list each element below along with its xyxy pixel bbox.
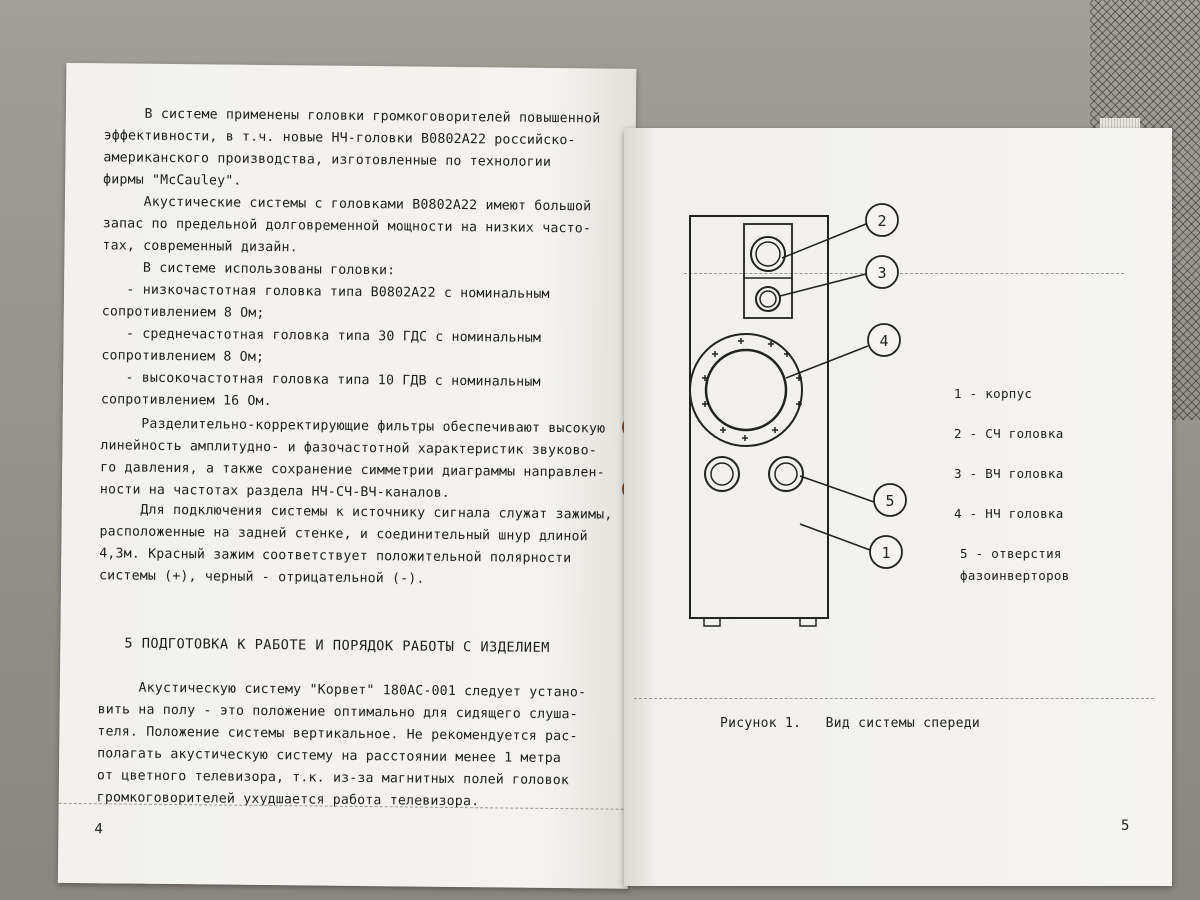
text-line: громкоговорителей ухудшается работа телевизора. <box>96 790 480 810</box>
text-line: Разделительно-корректирующие фильтры обеспечивают высокую <box>100 416 606 437</box>
text-line: В системе применены головки громкоговорителей повышенной <box>103 106 601 127</box>
text-line: расположенные на задней стенке, и соединительный шнур длиной <box>99 524 588 545</box>
text-line: вить на полу - это положение оптимально для сидящего слуша- <box>97 702 578 723</box>
text-line: теля. Положение системы вертикальное. Не рекомендуется рас- <box>97 724 578 745</box>
callout-1 <box>870 536 902 568</box>
legend-item-1: 1 - корпус <box>954 386 1033 401</box>
page-number-right: 5 <box>1121 818 1130 834</box>
text-line: го давления, а также сохранение симметрии диаграммы направлен- <box>100 460 605 481</box>
callout-3 <box>866 256 898 288</box>
text-line: системы (+), черный - отрицательной (-). <box>98 568 425 587</box>
callout-3-label: 3 <box>877 264 887 282</box>
text-line: от цветного телевизора, т.к. из-за магнитных полей головок <box>96 768 570 789</box>
text-line: американского производства, изготовленные по технологии <box>103 150 552 170</box>
fold-line-bottom <box>634 698 1154 699</box>
legend-item-5-cont: фазоинверторов <box>960 568 1070 583</box>
woofer-driver <box>706 350 786 430</box>
text-line: сопротивлением 8 Ом; <box>101 348 265 365</box>
legend-item-5: 5 - отверстия <box>960 546 1062 561</box>
callout-1-label: 1 <box>881 544 891 562</box>
callout-4 <box>868 324 900 356</box>
text-line: - низкочастотная головка типа В0802А22 с номинальным <box>101 282 550 302</box>
speaker-foot-left <box>704 618 720 626</box>
text-line: Для подключения системы к источнику сигнала служат зажимы, <box>99 502 613 523</box>
text-line: Акустические системы с головками В0802А22 имеют большой <box>102 194 592 215</box>
text-line: фирмы "McCauley". <box>103 172 242 189</box>
left-page <box>58 63 637 889</box>
figure-caption: Рисунок 1. Вид системы спереди <box>720 716 981 731</box>
legend-item-3: 3 - ВЧ головка <box>954 466 1064 481</box>
text-line: линейность амплитудно- и фазочастотной характеристик звуково- <box>100 438 597 459</box>
text-line: сопротивлением 8 Ом; <box>101 304 265 321</box>
speaker-foot-right <box>800 618 816 626</box>
callout-5-label: 5 <box>885 492 895 510</box>
bass-port-left <box>705 457 739 491</box>
right-page <box>624 128 1172 886</box>
text-line: - среднечастотная головка типа 30 ГДС с номинальным <box>101 326 542 346</box>
text-line: Акустическую систему "Корвет" 180АС-001 следует устано- <box>97 680 587 701</box>
text-line: запас по предельной долговременной мощности на низких часто- <box>102 216 592 237</box>
legend-item-4: 4 - НЧ головка <box>954 506 1064 521</box>
section-heading: 5 ПОДГОТОВКА К РАБОТЕ И ПОРЯДОК РАБОТЫ С ИЗДЕЛИЕМ <box>98 635 550 656</box>
speaker-cabinet <box>690 216 828 618</box>
callout-2-label: 2 <box>877 212 887 230</box>
text-line: тах, современный дизайн. <box>102 238 298 256</box>
callout-4-label: 4 <box>879 332 889 350</box>
text-line: эффективности, в т.ч. новые НЧ-головки В0802А22 российско- <box>103 128 576 149</box>
callout-5 <box>874 484 906 516</box>
text-line: В системе использованы головки: <box>102 260 396 279</box>
text-line: ности на частотах раздела НЧ-СЧ-ВЧ-каналов. <box>99 482 451 501</box>
text-line: сопротивлением 16 Ом. <box>100 392 272 410</box>
speaker-diagram <box>624 128 1172 688</box>
bass-port-right <box>769 457 803 491</box>
page-number-left: 4 <box>94 821 103 838</box>
text-line: 4,3м. Красный зажим соответствует положительной полярности <box>99 546 572 567</box>
text-line: - высокочастотная головка типа 10 ГДВ с номинальным <box>101 370 541 390</box>
callout-2 <box>866 204 898 236</box>
text-line: полагать акустическую систему на расстоянии менее 1 метра <box>97 746 562 767</box>
legend-item-2: 2 - СЧ головка <box>954 426 1064 441</box>
